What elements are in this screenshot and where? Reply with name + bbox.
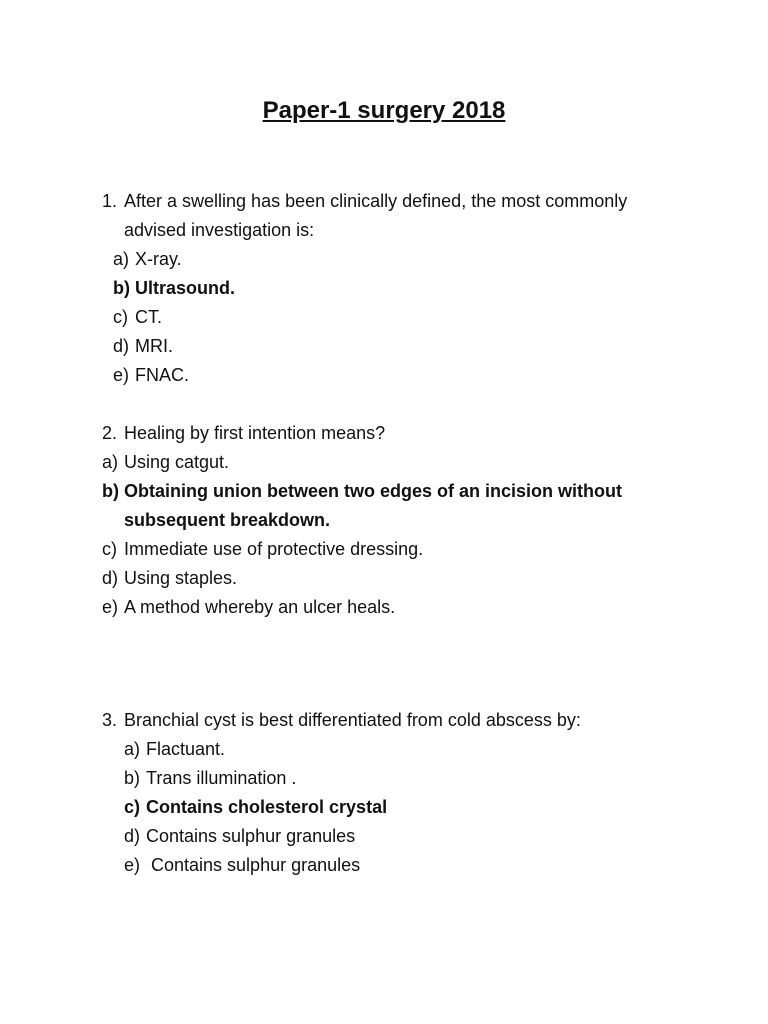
question-2-option-d-letter: d) — [102, 568, 119, 588]
question-2-option-b-continuation: subsequent breakdown. — [124, 510, 331, 530]
question-2-option-b-letter: b) — [102, 481, 119, 501]
question-3-option-c: Contains cholesterol crystal — [146, 797, 388, 817]
question-3-option-e: Contains sulphur granules — [146, 855, 361, 875]
question-3-option-d-letter: d) — [124, 826, 141, 846]
question-1-option-a-letter: a) — [113, 249, 130, 269]
question-1-option-e-letter: e) — [113, 365, 130, 385]
question-1-option-d: MRI. — [135, 336, 173, 356]
document-title: Paper-1 surgery 2018 — [262, 97, 506, 124]
question-3-option-b-letter: b) — [124, 768, 141, 788]
question-3-option-b: Trans illumination . — [146, 768, 297, 788]
question-1-option-a: X-ray. — [135, 249, 182, 269]
question-1-stem-line-1: After a swelling has been clinically defined, the most commonly — [124, 191, 628, 211]
question-2-number: 2. — [102, 423, 118, 443]
question-1-option-b-letter: b) — [113, 278, 130, 298]
question-1-option-b: Ultrasound. — [135, 278, 236, 298]
question-2-stem: Healing by first intention means? — [124, 423, 386, 443]
question-2-option-b: Obtaining union between two edges of an incision without — [124, 481, 622, 501]
question-2-option-c: Immediate use of protective dressing. — [124, 539, 424, 559]
question-1-option-c: CT. — [135, 307, 162, 327]
question-2-option-c-letter: c) — [102, 539, 117, 559]
question-1-option-d-letter: d) — [113, 336, 130, 356]
question-2-option-e-letter: e) — [102, 597, 119, 617]
question-2-option-a: Using catgut. — [124, 452, 230, 472]
question-1-number: 1. — [102, 191, 118, 211]
question-3-option-a-letter: a) — [124, 739, 141, 759]
question-3-option-d: Contains sulphur granules — [146, 826, 356, 846]
question-3-stem: Branchial cyst is best differentiated from cold abscess by: — [124, 710, 581, 730]
question-2-option-e: A method whereby an ulcer heals. — [124, 597, 396, 617]
question-3-option-e-letter: e) — [124, 855, 141, 875]
question-3-option-c-letter: c) — [124, 797, 141, 817]
question-1-option-e: FNAC. — [135, 365, 189, 385]
question-2-option-d: Using staples. — [124, 568, 238, 588]
question-1-option-c-letter: c) — [113, 307, 128, 327]
question-3-option-a: Flactuant. — [146, 739, 226, 759]
question-3-number: 3. — [102, 710, 118, 730]
question-2-option-a-letter: a) — [102, 452, 119, 472]
question-1-stem-line-2: advised investigation is: — [124, 220, 315, 240]
